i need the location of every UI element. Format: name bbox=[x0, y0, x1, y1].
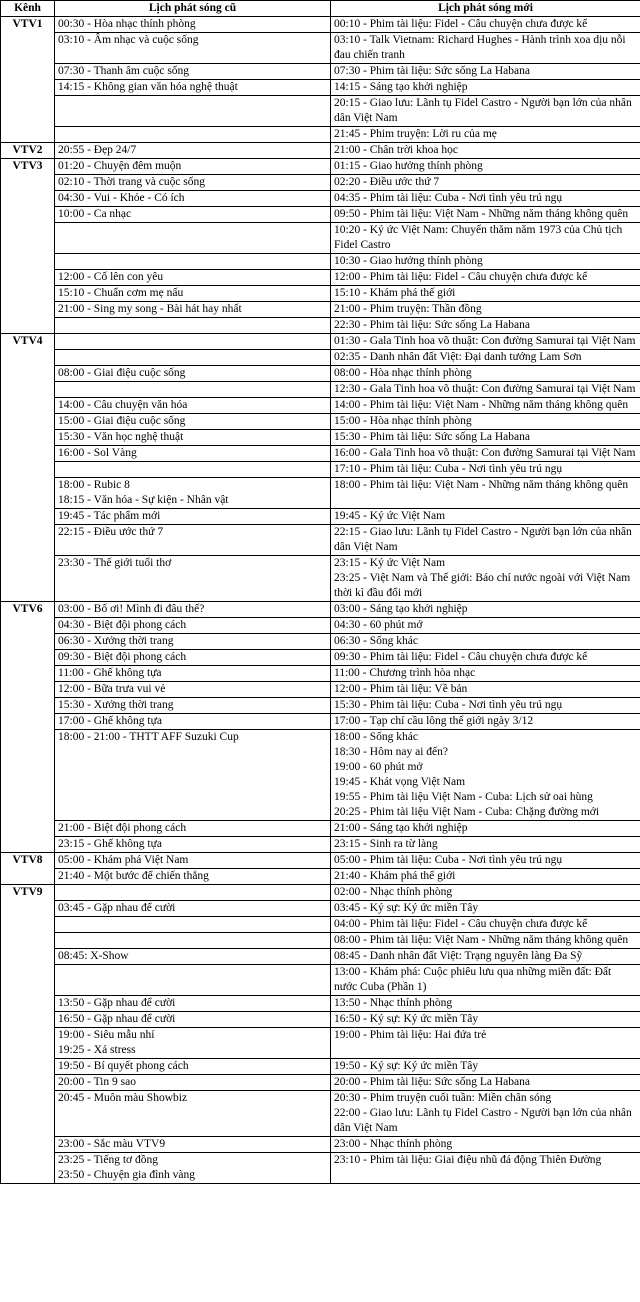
old-schedule-cell bbox=[55, 191, 331, 207]
program-entry: 20:00 - Phim tài liệu: Sức sống La Habana bbox=[334, 1076, 530, 1088]
new-schedule-cell bbox=[331, 837, 640, 853]
table-row bbox=[1, 821, 640, 837]
new-schedule-cell bbox=[331, 1028, 640, 1059]
program-entry: 19:45 - Tác phẩm mới bbox=[58, 510, 161, 522]
old-schedule-cell bbox=[55, 949, 331, 965]
new-schedule-cell bbox=[331, 318, 640, 334]
header-old-schedule: Lịch phát sóng cũ bbox=[55, 1, 331, 17]
program-entry: 10:00 - Ca nhạc bbox=[58, 208, 132, 220]
table-row bbox=[1, 714, 640, 730]
program-entry: 09:30 - Biệt đội phong cách bbox=[58, 651, 187, 663]
program-entry: 04:35 - Phim tài liệu: Cuba - Nơi tình yêu trú ngụ bbox=[334, 192, 563, 204]
channel-name: VTV1 bbox=[1, 17, 55, 143]
program-entry: 15:30 - Văn học nghệ thuật bbox=[58, 431, 184, 443]
new-schedule-cell bbox=[331, 885, 640, 901]
new-schedule-cell bbox=[331, 80, 640, 96]
new-schedule-cell bbox=[331, 869, 640, 885]
new-schedule-cell bbox=[331, 525, 640, 556]
new-schedule-cell bbox=[331, 446, 640, 462]
table-row bbox=[1, 666, 640, 682]
program-entry: 23:10 - Phim tài liệu: Giai điệu nhũ đá động Thiên Đường bbox=[334, 1154, 602, 1166]
program-entry: 23:00 - Sắc màu VTV9 bbox=[58, 1138, 166, 1150]
program-entry: 20:45 - Muôn màu Showbiz bbox=[58, 1092, 188, 1104]
program-entry: 02:10 - Thời trang và cuộc sống bbox=[58, 176, 206, 188]
old-schedule-cell bbox=[55, 556, 331, 602]
program-entry: 21:40 - Một bước để chiến thắng bbox=[58, 870, 209, 882]
program-entry: 08:00 - Phim tài liệu: Việt Nam - Những năm tháng không quên bbox=[334, 934, 629, 946]
program-entry: 16:00 - Sol Vàng bbox=[58, 447, 137, 459]
new-schedule-cell bbox=[331, 730, 640, 821]
channel-name: VTV9 bbox=[1, 885, 55, 1184]
program-entry: 19:25 - Xả stress bbox=[58, 1044, 136, 1056]
table-row bbox=[1, 618, 640, 634]
table-row bbox=[1, 446, 640, 462]
program-entry: 10:20 - Ký ức Việt Nam: Chuyến thăm năm 1973 của Chủ tịch Fidel Castro bbox=[334, 224, 623, 251]
table-row bbox=[1, 698, 640, 714]
program-entry: 11:00 - Ghế không tựa bbox=[58, 667, 162, 679]
program-entry: 23:50 - Chuyện gia đình vàng bbox=[58, 1169, 196, 1181]
program-entry: 10:30 - Giao hưởng thính phòng bbox=[334, 255, 483, 267]
program-entry: 02:35 - Danh nhân đất Việt: Đại danh tướng Lam Sơn bbox=[334, 351, 582, 363]
old-schedule-cell bbox=[55, 286, 331, 302]
new-schedule-cell bbox=[331, 853, 640, 869]
program-entry: 09:30 - Phim tài liệu: Fidel - Câu chuyện chưa được kể bbox=[334, 651, 588, 663]
table-row bbox=[1, 901, 640, 917]
channel-name: VTV3 bbox=[1, 159, 55, 334]
program-entry: 18:00 - Rubic 8 bbox=[58, 479, 130, 491]
old-schedule-cell bbox=[55, 698, 331, 714]
table-row bbox=[1, 730, 640, 821]
table-row bbox=[1, 682, 640, 698]
old-schedule-cell bbox=[55, 430, 331, 446]
old-schedule-cell bbox=[55, 462, 331, 478]
program-entry: 04:30 - 60 phút mở bbox=[334, 619, 423, 631]
program-entry: 23:25 - Việt Nam và Thế giới: Báo chí nước ngoài với Việt Nam thời kì đầu đổi mới bbox=[334, 572, 631, 599]
table-row bbox=[1, 509, 640, 525]
program-entry: 20:25 - Phim tài liệu Việt Nam - Cuba: Chặng đường mới bbox=[334, 806, 600, 818]
program-entry: 20:30 - Phim truyện cuối tuần: Miền chân sóng bbox=[334, 1092, 552, 1104]
old-schedule-cell bbox=[55, 80, 331, 96]
table-row bbox=[1, 853, 640, 869]
old-schedule-cell bbox=[55, 175, 331, 191]
old-schedule-cell bbox=[55, 965, 331, 996]
program-entry: 19:55 - Phim tài liệu Việt Nam - Cuba: Lịch sử oai hùng bbox=[334, 791, 593, 803]
old-schedule-cell bbox=[55, 382, 331, 398]
program-entry: 11:00 - Chương trình hòa nhạc bbox=[334, 667, 476, 679]
program-entry: 01:30 - Gala Tinh hoa võ thuật: Con đường Samurai tại Việt Nam bbox=[334, 335, 636, 347]
program-entry: 12:00 - Phim tài liệu: Fidel - Câu chuyện chưa được kể bbox=[334, 271, 588, 283]
old-schedule-cell bbox=[55, 478, 331, 509]
program-entry: 17:00 - Ghế không tựa bbox=[58, 715, 162, 727]
old-schedule-cell bbox=[55, 714, 331, 730]
new-schedule-cell bbox=[331, 207, 640, 223]
old-schedule-cell bbox=[55, 1028, 331, 1059]
old-schedule-cell bbox=[55, 885, 331, 901]
new-schedule-cell bbox=[331, 143, 640, 159]
program-entry: 18:00 - 21:00 - THTT AFF Suzuki Cup bbox=[58, 731, 239, 743]
program-entry: 18:30 - Hôm nay ai đến? bbox=[334, 746, 449, 758]
old-schedule-cell bbox=[55, 96, 331, 127]
table-row bbox=[1, 949, 640, 965]
program-entry: 14:00 - Phim tài liệu: Việt Nam - Những năm tháng không quên bbox=[334, 399, 629, 411]
new-schedule-cell bbox=[331, 223, 640, 254]
old-schedule-cell bbox=[55, 1012, 331, 1028]
table-row bbox=[1, 1075, 640, 1091]
old-schedule-cell bbox=[55, 17, 331, 33]
new-schedule-cell bbox=[331, 618, 640, 634]
program-entry: 03:45 - Ký sự: Ký ức miền Tây bbox=[334, 902, 479, 914]
old-schedule-cell bbox=[55, 618, 331, 634]
program-entry: 08:00 - Giai điệu cuộc sống bbox=[58, 367, 186, 379]
program-entry: 18:00 - Sống khác bbox=[334, 731, 419, 743]
program-entry: 22:00 - Giao lưu: Lãnh tụ Fidel Castro - Người bạn lớn của nhân dân Việt Nam bbox=[334, 1107, 632, 1134]
old-schedule-cell bbox=[55, 996, 331, 1012]
program-entry: 16:00 - Gala Tinh hoa võ thuật: Con đường Samurai tại Việt Nam bbox=[334, 447, 636, 459]
new-schedule-cell bbox=[331, 682, 640, 698]
old-schedule-cell bbox=[55, 64, 331, 80]
old-schedule-cell bbox=[55, 634, 331, 650]
program-entry: 23:00 - Nhạc thính phòng bbox=[334, 1138, 453, 1150]
program-entry: 15:30 - Phim tài liệu: Sức sống La Habana bbox=[334, 431, 530, 443]
new-schedule-cell bbox=[331, 1075, 640, 1091]
old-schedule-cell bbox=[55, 270, 331, 286]
new-schedule-cell bbox=[331, 949, 640, 965]
program-entry: 12:30 - Gala Tinh hoa võ thuật: Con đường Samurai tại Việt Nam bbox=[334, 383, 636, 395]
program-entry: 08:45 - Danh nhân đất Việt: Trạng nguyên làng Đa Sỹ bbox=[334, 950, 583, 962]
old-schedule-cell bbox=[55, 730, 331, 821]
program-entry: 15:30 - Phim tài liệu: Cuba - Nơi tình yêu trú ngụ bbox=[334, 699, 563, 711]
program-entry: 13:50 - Gặp nhau để cười bbox=[58, 997, 176, 1009]
new-schedule-cell bbox=[331, 302, 640, 318]
new-schedule-cell bbox=[331, 714, 640, 730]
program-entry: 05:00 - Khám phá Việt Nam bbox=[58, 854, 189, 866]
old-schedule-cell bbox=[55, 869, 331, 885]
program-entry: 21:40 - Khám phá thế giới bbox=[334, 870, 456, 882]
program-entry: 07:30 - Phim tài liệu: Sức sống La Habana bbox=[334, 65, 530, 77]
old-schedule-cell bbox=[55, 223, 331, 254]
table-row bbox=[1, 33, 640, 64]
new-schedule-cell bbox=[331, 1091, 640, 1137]
program-entry: 19:00 - Siêu mẫu nhí bbox=[58, 1029, 155, 1041]
table-row bbox=[1, 478, 640, 509]
new-schedule-cell bbox=[331, 286, 640, 302]
program-entry: 00:30 - Hòa nhạc thính phòng bbox=[58, 18, 196, 30]
new-schedule-cell bbox=[331, 965, 640, 996]
new-schedule-cell bbox=[331, 901, 640, 917]
program-entry: 07:30 - Thanh âm cuộc sống bbox=[58, 65, 190, 77]
new-schedule-cell bbox=[331, 933, 640, 949]
table-row bbox=[1, 64, 640, 80]
program-entry: 06:30 - Xưởng thời trang bbox=[58, 635, 174, 647]
channel-name: VTV2 bbox=[1, 143, 55, 159]
program-entry: 14:15 - Không gian văn hóa nghệ thuật bbox=[58, 81, 238, 93]
program-entry: 12:00 - Phim tài liệu: Về bản bbox=[334, 683, 468, 695]
header-channel: Kênh bbox=[1, 1, 55, 17]
old-schedule-cell bbox=[55, 398, 331, 414]
program-entry: 01:20 - Chuyện đêm muộn bbox=[58, 160, 182, 172]
old-schedule-cell bbox=[55, 414, 331, 430]
program-entry: 23:15 - Ghế không tựa bbox=[58, 838, 162, 850]
new-schedule-cell bbox=[331, 334, 640, 350]
old-schedule-cell bbox=[55, 509, 331, 525]
program-entry: 23:15 - Ký ức Việt Nam bbox=[334, 557, 446, 569]
program-entry: 23:30 - Thế giới tuổi thơ bbox=[58, 557, 172, 569]
table-row bbox=[1, 1137, 640, 1153]
table-row bbox=[1, 869, 640, 885]
program-entry: 14:15 - Sáng tạo khởi nghiệp bbox=[334, 81, 468, 93]
table-row bbox=[1, 1028, 640, 1059]
new-schedule-cell bbox=[331, 96, 640, 127]
channel-name: VTV6 bbox=[1, 602, 55, 853]
program-entry: 19:45 - Khát vọng Việt Nam bbox=[334, 776, 466, 788]
table-row bbox=[1, 462, 640, 478]
program-entry: 03:10 - Talk Vietnam: Richard Hughes - Hành trình xoa dịu nỗi đau chiến tranh bbox=[334, 34, 626, 61]
table-row bbox=[1, 96, 640, 127]
table-row bbox=[1, 525, 640, 556]
program-entry: 17:10 - Phim tài liệu: Cuba - Nơi tình yêu trú ngụ bbox=[334, 463, 563, 475]
table-row bbox=[1, 223, 640, 254]
table-row bbox=[1, 127, 640, 143]
program-entry: 15:10 - Khám phá thế giới bbox=[334, 287, 456, 299]
program-entry: 01:15 - Giao hưởng thính phòng bbox=[334, 160, 483, 172]
header-new-schedule: Lịch phát sóng mới bbox=[331, 1, 640, 17]
table-row bbox=[1, 382, 640, 398]
new-schedule-cell bbox=[331, 821, 640, 837]
program-entry: 15:00 - Hòa nhạc thính phòng bbox=[334, 415, 472, 427]
program-entry: 20:15 - Giao lưu: Lãnh tụ Fidel Castro - Người bạn lớn của nhân dân Việt Nam bbox=[334, 97, 632, 124]
table-row bbox=[1, 254, 640, 270]
program-entry: 02:20 - Điều ước thứ 7 bbox=[334, 176, 440, 188]
table-row bbox=[1, 917, 640, 933]
program-entry: 12:00 - Cố lên con yêu bbox=[58, 271, 164, 283]
table-row bbox=[1, 430, 640, 446]
program-entry: 13:00 - Khám phá: Cuộc phiêu lưu qua những miền đất: Đất nước Cuba (Phần 1) bbox=[334, 966, 612, 993]
old-schedule-cell bbox=[55, 254, 331, 270]
old-schedule-cell bbox=[55, 917, 331, 933]
table-row bbox=[1, 933, 640, 949]
old-schedule-cell bbox=[55, 366, 331, 382]
program-entry: 20:55 - Đẹp 24/7 bbox=[58, 144, 137, 156]
new-schedule-cell bbox=[331, 996, 640, 1012]
table-row bbox=[1, 414, 640, 430]
old-schedule-cell bbox=[55, 650, 331, 666]
old-schedule-cell bbox=[55, 302, 331, 318]
table-row bbox=[1, 965, 640, 996]
old-schedule-cell bbox=[55, 334, 331, 350]
old-schedule-cell bbox=[55, 525, 331, 556]
program-entry: 16:50 - Ký sự: Ký ức miền Tây bbox=[334, 1013, 479, 1025]
old-schedule-cell bbox=[55, 127, 331, 143]
header-row bbox=[1, 1, 640, 17]
old-schedule-cell bbox=[55, 1137, 331, 1153]
old-schedule-cell bbox=[55, 159, 331, 175]
new-schedule-cell bbox=[331, 254, 640, 270]
new-schedule-cell bbox=[331, 650, 640, 666]
new-schedule-cell bbox=[331, 270, 640, 286]
table-row bbox=[1, 885, 640, 901]
table-row bbox=[1, 159, 640, 175]
new-schedule-cell bbox=[331, 509, 640, 525]
table-row bbox=[1, 996, 640, 1012]
program-entry: 03:00 - Sáng tạo khởi nghiệp bbox=[334, 603, 468, 615]
old-schedule-cell bbox=[55, 1059, 331, 1075]
table-row bbox=[1, 318, 640, 334]
program-entry: 12:00 - Bữa trưa vui vẻ bbox=[58, 683, 166, 695]
table-row bbox=[1, 17, 640, 33]
table-row bbox=[1, 1153, 640, 1184]
new-schedule-cell bbox=[331, 1153, 640, 1184]
program-entry: 22:15 - Điều ước thứ 7 bbox=[58, 526, 164, 538]
table-row bbox=[1, 80, 640, 96]
program-entry: 19:00 - Phim tài liệu: Hai đứa trẻ bbox=[334, 1029, 487, 1041]
program-entry: 15:00 - Giai điệu cuộc sống bbox=[58, 415, 186, 427]
old-schedule-cell bbox=[55, 446, 331, 462]
table-row bbox=[1, 207, 640, 223]
table-row bbox=[1, 191, 640, 207]
table-row bbox=[1, 143, 640, 159]
table-row bbox=[1, 286, 640, 302]
new-schedule-cell bbox=[331, 602, 640, 618]
old-schedule-cell bbox=[55, 682, 331, 698]
new-schedule-cell bbox=[331, 33, 640, 64]
new-schedule-cell bbox=[331, 634, 640, 650]
new-schedule-cell bbox=[331, 698, 640, 714]
program-entry: 17:00 - Tạp chí cầu lông thế giới ngày 3/12 bbox=[334, 715, 534, 727]
old-schedule-cell bbox=[55, 901, 331, 917]
old-schedule-cell bbox=[55, 207, 331, 223]
program-entry: 19:50 - Ký sự: Ký ức miền Tây bbox=[334, 1060, 479, 1072]
program-entry: 19:00 - 60 phút mở bbox=[334, 761, 423, 773]
table-row bbox=[1, 602, 640, 618]
table-row bbox=[1, 270, 640, 286]
channel-name: VTV4 bbox=[1, 334, 55, 602]
new-schedule-cell bbox=[331, 398, 640, 414]
program-entry: 13:50 - Nhạc thính phòng bbox=[334, 997, 453, 1009]
program-entry: 04:30 - Vui - Khỏe - Có ích bbox=[58, 192, 185, 204]
new-schedule-cell bbox=[331, 159, 640, 175]
channel-name: VTV8 bbox=[1, 853, 55, 885]
program-entry: 21:00 - Biệt đội phong cách bbox=[58, 822, 187, 834]
table-row bbox=[1, 837, 640, 853]
old-schedule-cell bbox=[55, 1075, 331, 1091]
program-entry: 03:00 - Bố ơi! Mình đi đâu thế? bbox=[58, 603, 205, 615]
new-schedule-cell bbox=[331, 64, 640, 80]
program-entry: 19:45 - Ký ức Việt Nam bbox=[334, 510, 446, 522]
program-entry: 03:10 - Âm nhạc và cuộc sống bbox=[58, 34, 199, 46]
program-entry: 18:00 - Phim tài liệu: Việt Nam - Những năm tháng không quên bbox=[334, 479, 629, 491]
table-row bbox=[1, 350, 640, 366]
program-entry: 21:00 - Sing my song - Bài hát hay nhất bbox=[58, 303, 242, 315]
table-row bbox=[1, 302, 640, 318]
table-row bbox=[1, 1091, 640, 1137]
new-schedule-cell bbox=[331, 17, 640, 33]
program-entry: 21:45 - Phim truyện: Lời ru của mẹ bbox=[334, 128, 497, 140]
table-row bbox=[1, 1059, 640, 1075]
old-schedule-cell bbox=[55, 1091, 331, 1137]
program-entry: 15:30 - Xưởng thời trang bbox=[58, 699, 174, 711]
program-entry: 21:00 - Chân trời khoa học bbox=[334, 144, 458, 156]
program-entry: 04:00 - Phim tài liệu: Fidel - Câu chuyện chưa được kể bbox=[334, 918, 588, 930]
table-row bbox=[1, 556, 640, 602]
table-row bbox=[1, 634, 640, 650]
new-schedule-cell bbox=[331, 366, 640, 382]
table-row bbox=[1, 366, 640, 382]
old-schedule-cell bbox=[55, 350, 331, 366]
table-row bbox=[1, 334, 640, 350]
new-schedule-cell bbox=[331, 1059, 640, 1075]
new-schedule-cell bbox=[331, 917, 640, 933]
old-schedule-cell bbox=[55, 143, 331, 159]
new-schedule-cell bbox=[331, 1012, 640, 1028]
program-entry: 05:00 - Phim tài liệu: Cuba - Nơi tình yêu trú ngụ bbox=[334, 854, 563, 866]
old-schedule-cell bbox=[55, 821, 331, 837]
program-entry: 16:50 - Gặp nhau để cười bbox=[58, 1013, 176, 1025]
old-schedule-cell bbox=[55, 933, 331, 949]
table-row bbox=[1, 650, 640, 666]
new-schedule-cell bbox=[331, 382, 640, 398]
program-entry: 21:00 - Sáng tạo khởi nghiệp bbox=[334, 822, 468, 834]
new-schedule-cell bbox=[331, 430, 640, 446]
program-entry: 06:30 - Sống khác bbox=[334, 635, 419, 647]
table-row bbox=[1, 175, 640, 191]
program-entry: 08:45: X-Show bbox=[58, 950, 129, 962]
new-schedule-cell bbox=[331, 478, 640, 509]
program-entry: 09:50 - Phim tài liệu: Việt Nam - Những năm tháng không quên bbox=[334, 208, 629, 220]
schedule-body bbox=[1, 17, 640, 1184]
program-entry: 03:45 - Gặp nhau để cười bbox=[58, 902, 176, 914]
program-entry: 02:00 - Nhạc thính phòng bbox=[334, 886, 453, 898]
new-schedule-cell bbox=[331, 1137, 640, 1153]
new-schedule-cell bbox=[331, 414, 640, 430]
new-schedule-cell bbox=[331, 350, 640, 366]
program-entry: 00:10 - Phim tài liệu: Fidel - Câu chuyện chưa được kể bbox=[334, 18, 588, 30]
program-entry: 04:30 - Biệt đội phong cách bbox=[58, 619, 187, 631]
new-schedule-cell bbox=[331, 462, 640, 478]
new-schedule-cell bbox=[331, 191, 640, 207]
program-entry: 08:00 - Hòa nhạc thính phòng bbox=[334, 367, 472, 379]
program-entry: 22:30 - Phim tài liệu: Sức sống La Habana bbox=[334, 319, 530, 331]
program-entry: 15:10 - Chuẩn cơm mẹ nấu bbox=[58, 287, 184, 299]
program-entry: 22:15 - Giao lưu: Lãnh tụ Fidel Castro - Người bạn lớn của nhân dân Việt Nam bbox=[334, 526, 632, 553]
old-schedule-cell bbox=[55, 853, 331, 869]
old-schedule-cell bbox=[55, 666, 331, 682]
program-entry: 18:15 - Văn hóa - Sự kiện - Nhân vật bbox=[58, 494, 229, 506]
program-entry: 21:00 - Phim truyện: Thần đồng bbox=[334, 303, 482, 315]
program-entry: 19:50 - Bí quyết phong cách bbox=[58, 1060, 189, 1072]
table-row bbox=[1, 1012, 640, 1028]
old-schedule-cell bbox=[55, 1153, 331, 1184]
old-schedule-cell bbox=[55, 837, 331, 853]
program-entry: 23:15 - Sinh ra từ làng bbox=[334, 838, 438, 850]
program-entry: 14:00 - Câu chuyện văn hóa bbox=[58, 399, 188, 411]
old-schedule-cell bbox=[55, 33, 331, 64]
old-schedule-cell bbox=[55, 602, 331, 618]
table-row bbox=[1, 398, 640, 414]
program-entry: 20:00 - Tin 9 sao bbox=[58, 1076, 136, 1088]
new-schedule-cell bbox=[331, 175, 640, 191]
old-schedule-cell bbox=[55, 318, 331, 334]
program-entry: 23:25 - Tiếng tơ đồng bbox=[58, 1154, 159, 1166]
new-schedule-cell bbox=[331, 666, 640, 682]
new-schedule-cell bbox=[331, 127, 640, 143]
new-schedule-cell bbox=[331, 556, 640, 602]
